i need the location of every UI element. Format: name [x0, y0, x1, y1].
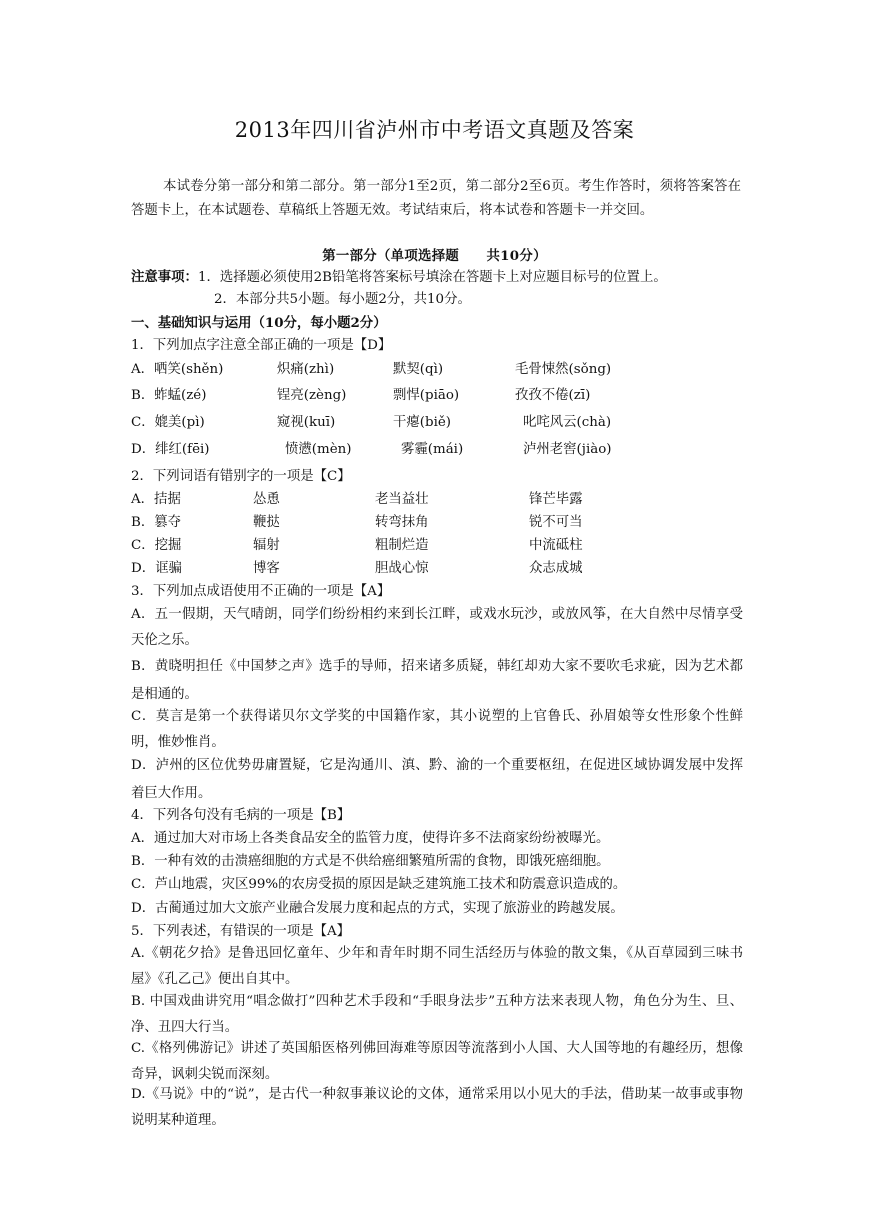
option-cell: B．篡夺	[131, 515, 182, 530]
question-2-option-a	[131, 488, 743, 512]
question-3-option-b: B．黄晓明担任《中国梦之声》选手的导师，招来诸多质疑，韩红却劝大家不要吹毛求疵，因为艺术都是相通的。	[131, 659, 743, 702]
option-cell: 辐射	[253, 538, 280, 553]
question-1-option-c	[131, 411, 743, 435]
option-cell: 愤懑(mèn)	[285, 442, 352, 457]
question-2-option-b	[131, 511, 743, 535]
option-cell: 转弯抹角	[375, 515, 429, 530]
section-heading: 一、基础知识与运用（10分，每小题2分）	[131, 315, 387, 331]
question-4-option-b: B．一种有效的击溃癌细胞的方式是不供给癌细繁殖所需的食物，即饿死癌细胞。	[131, 854, 610, 869]
question-4-stem: 4．下列各句没有毛病的一项是【B】	[131, 808, 351, 823]
option-cell: 粗制烂造	[375, 538, 429, 553]
option-cell: B．蚱蜢(zé)	[131, 388, 207, 403]
option-cell: 博客	[253, 561, 280, 576]
question-1-stem: 1．下列加点字注意全部正确的一项是【D】	[131, 338, 392, 353]
option-cell: 炽痛(zhì)	[277, 362, 335, 377]
question-2-stem: 2．下列词语有错别字的一项是【C】	[131, 469, 351, 484]
part-heading: 第一部分（单项选择题 共10分）	[322, 248, 547, 264]
option-cell: 剽悍(piāo)	[393, 388, 460, 403]
question-4-option-a: A．通过加大对市场上各类食品安全的监管力度，使得许多不法商家纷纷被曝光。	[131, 831, 610, 846]
question-1-option-d	[131, 438, 743, 462]
notice-line-1	[131, 265, 743, 290]
question-5-option-a: A.《朝花夕拾》是鲁迅回忆童年、少年和青年时期不同生活经历与体验的散文集，《从百草园到三味书屋》《孔乙己》便出自其中。	[131, 946, 743, 987]
question-5-option-b: B. 中国戏曲讲究用“唱念做打”四种艺术手段和“手眼身法步”五种方法来表现人物，角色分为生、旦、净、丑四大行当。	[131, 994, 743, 1035]
option-cell: 干瘪(biě)	[393, 415, 452, 430]
question-5-stem: 5．下列表述，有错误的一项是【A】	[131, 924, 351, 939]
option-cell: 窥视(kuī)	[277, 415, 336, 430]
option-cell: C．挖掘	[131, 538, 182, 553]
option-cell: C．媲美(pì)	[131, 415, 205, 430]
option-cell: 锋芒毕露	[529, 492, 583, 507]
question-2-option-d	[131, 557, 743, 581]
question-1-option-b	[131, 384, 743, 408]
question-3-option-a: A．五一假期，天气晴朗，同学们纷纷相约来到长江畔，或戏水玩沙，或放风筝，在大自然中尽情享受天伦之乐。	[131, 607, 743, 648]
option-cell: 雾霾(mái)	[401, 442, 464, 457]
option-cell: 孜孜不倦(zī)	[515, 388, 591, 403]
option-cell: 众志成城	[529, 561, 583, 576]
option-cell: 默契(qì)	[393, 362, 444, 377]
question-3-option-c: C．莫言是第一个获得诺贝尔文学奖的中国籍作家，其小说塑的上官鲁氏、孙眉娘等女性形象个性鲜明，惟妙惟肖。	[131, 709, 743, 750]
question-1-option-a	[131, 358, 743, 382]
option-cell: D．诓骗	[131, 561, 182, 576]
option-cell: 锐不可当	[529, 515, 583, 530]
option-cell: 叱咤风云(chà)	[523, 415, 612, 430]
question-2-option-c	[131, 534, 743, 558]
option-cell: 泸州老窖(jiào)	[523, 442, 612, 457]
notice-label: 注意事项：	[131, 269, 198, 285]
option-cell: 鞭挞	[253, 515, 280, 530]
question-3-option-d: D．泸州的区位优势毋庸置疑，它是沟通川、滇、黔、渝的一个重要枢纽，在促进区域协调发展中发挥着巨大作用。	[131, 758, 743, 801]
option-cell: A．拮据	[131, 492, 181, 507]
question-5-option-d: D.《马说》中的“说”，是古代一种叙事兼议论的文体，通常采用以小见大的手法，借助某一故事或事物说明某种道理。	[131, 1087, 743, 1128]
option-cell: 怂恿	[253, 492, 280, 507]
option-cell: 老当益壮	[375, 492, 429, 507]
option-cell: 胆战心惊	[375, 561, 429, 576]
option-cell: A．哂笑(shěn)	[131, 362, 224, 377]
notice-item-1: 1．选择题必须使用2B铅笔将答案标号填涂在答题卡上对应题目标号的位置上。	[197, 270, 667, 285]
option-cell: 毛骨悚然(sǒng)	[515, 362, 612, 377]
question-4-option-d: D．古蔺通过加大文旅产业融合发展力度和起点的方式，实现了旅游业的跨越发展。	[131, 901, 624, 916]
option-cell: D．绯红(fēi)	[131, 442, 210, 457]
intro-paragraph: 本试卷分第一部分和第二部分。第一部分1至2页，第二部分2至6页。考生作答时，须将答案答在答题卡上，在本试题卷、草稿纸上答题无效。考试结束后，将本试卷和答题卡一并交回。	[131, 179, 741, 218]
notice-item-2: 2．本部分共5小题。每小题2分，共10分。	[214, 292, 471, 307]
option-cell: 中流砥柱	[529, 538, 583, 553]
question-4-option-c: C．芦山地震，灾区99%的农房受损的原因是缺乏建筑施工技术和防震意识造成的。	[131, 877, 627, 892]
page-title: 2013年四川省泸州市中考语文真题及答案	[234, 118, 635, 142]
option-cell: 锃亮(zèng)	[277, 388, 347, 403]
question-5-option-c: C.《格列佛游记》讲述了英国船医格列佛回海难等原因等流落到小人国、大人国等地的有趣经历，想像奇异，讽刺尖锐而深刻。	[131, 1041, 743, 1082]
question-3-stem: 3．下列加点成语使用不正确的一项是【A】	[131, 584, 391, 599]
